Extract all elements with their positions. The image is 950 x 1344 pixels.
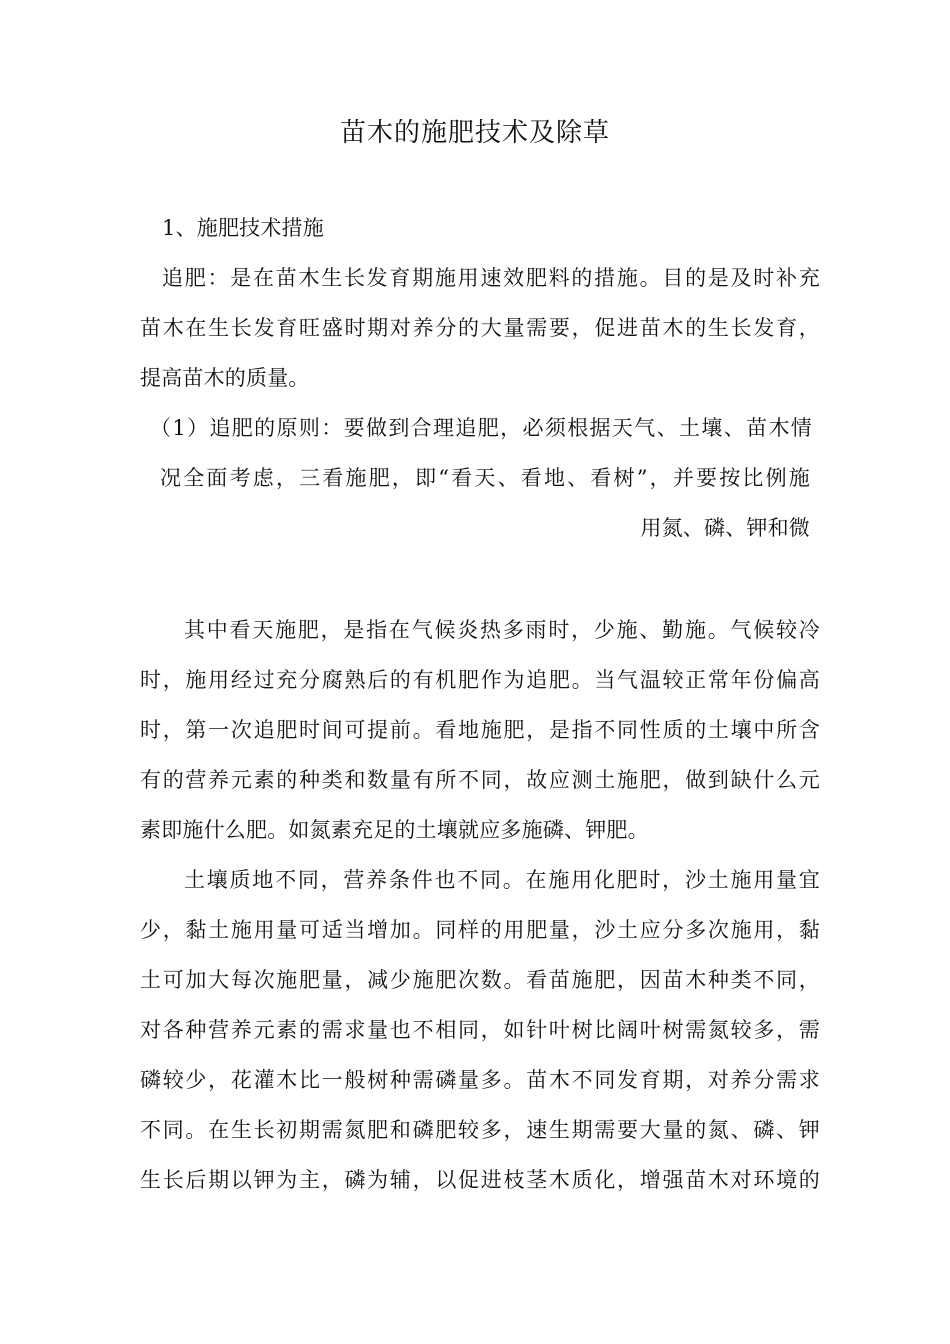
document-title: 苗木的施肥技术及除草 [339, 118, 610, 148]
section-heading: 1、施肥技术措施 [162, 216, 324, 240]
paragraph-line: 土可加大每次施肥量，减少施肥次数。看苗施肥，因苗木种类不同， [140, 968, 820, 992]
paragraph-line: 生长后期以钾为主，磷为辅，以促进枝茎木质化，增强苗木对环境的 [140, 1168, 820, 1192]
paragraph-line: 对各种营养元素的需求量也不相同，如针叶树比阔叶树需氮较多，需 [140, 1018, 820, 1042]
paragraph-line: 追肥：是在苗木生长发育期施用速效肥料的措施。目的是及时补充 [162, 266, 820, 290]
paragraph-line: 不同。在生长初期需氮肥和磷肥较多，速生期需要大量的氮、磷、钾 [140, 1118, 820, 1142]
paragraph-line: 磷较少，花灌木比一般树种需磷量多。苗木不同发育期，对养分需求 [140, 1068, 820, 1092]
paragraph-line: 时，第一次追肥时间可提前。看地施肥，是指不同性质的土壤中所含 [140, 718, 820, 742]
paragraph-line: 素即施什么肥。如氮素充足的土壤就应多施磷、钾肥。 [140, 818, 649, 842]
paragraph-line: 提高苗木的质量。 [140, 366, 310, 390]
paragraph-line: 时，施用经过充分腐熟后的有机肥作为追肥。当气温较正常年份偏高 [140, 668, 820, 692]
principle-line: 用氮、磷、钾和微 [640, 516, 810, 540]
principle-line: （1）追肥的原则：要做到合理追肥，必须根据天气、土壤、苗木情 [150, 416, 812, 440]
paragraph-line: 少，黏土施用量可适当增加。同样的用肥量，沙土应分多次施用，黏 [140, 918, 820, 942]
principle-line: 况全面考虑，三看施肥，即“看天、看地、看树”，并要按比例施 [160, 466, 810, 490]
paragraph-line: 其中看天施肥，是指在气候炎热多雨时，少施、勤施。气候较冷 [184, 618, 820, 642]
paragraph-line: 苗木在生长发育旺盛时期对养分的大量需要，促进苗木的生长发育， [140, 316, 820, 340]
paragraph-line: 有的营养元素的种类和数量有所不同，故应测土施肥，做到缺什么元 [140, 768, 820, 792]
paragraph-line: 土壤质地不同，营养条件也不同。在施用化肥时，沙土施用量宜 [184, 868, 820, 892]
